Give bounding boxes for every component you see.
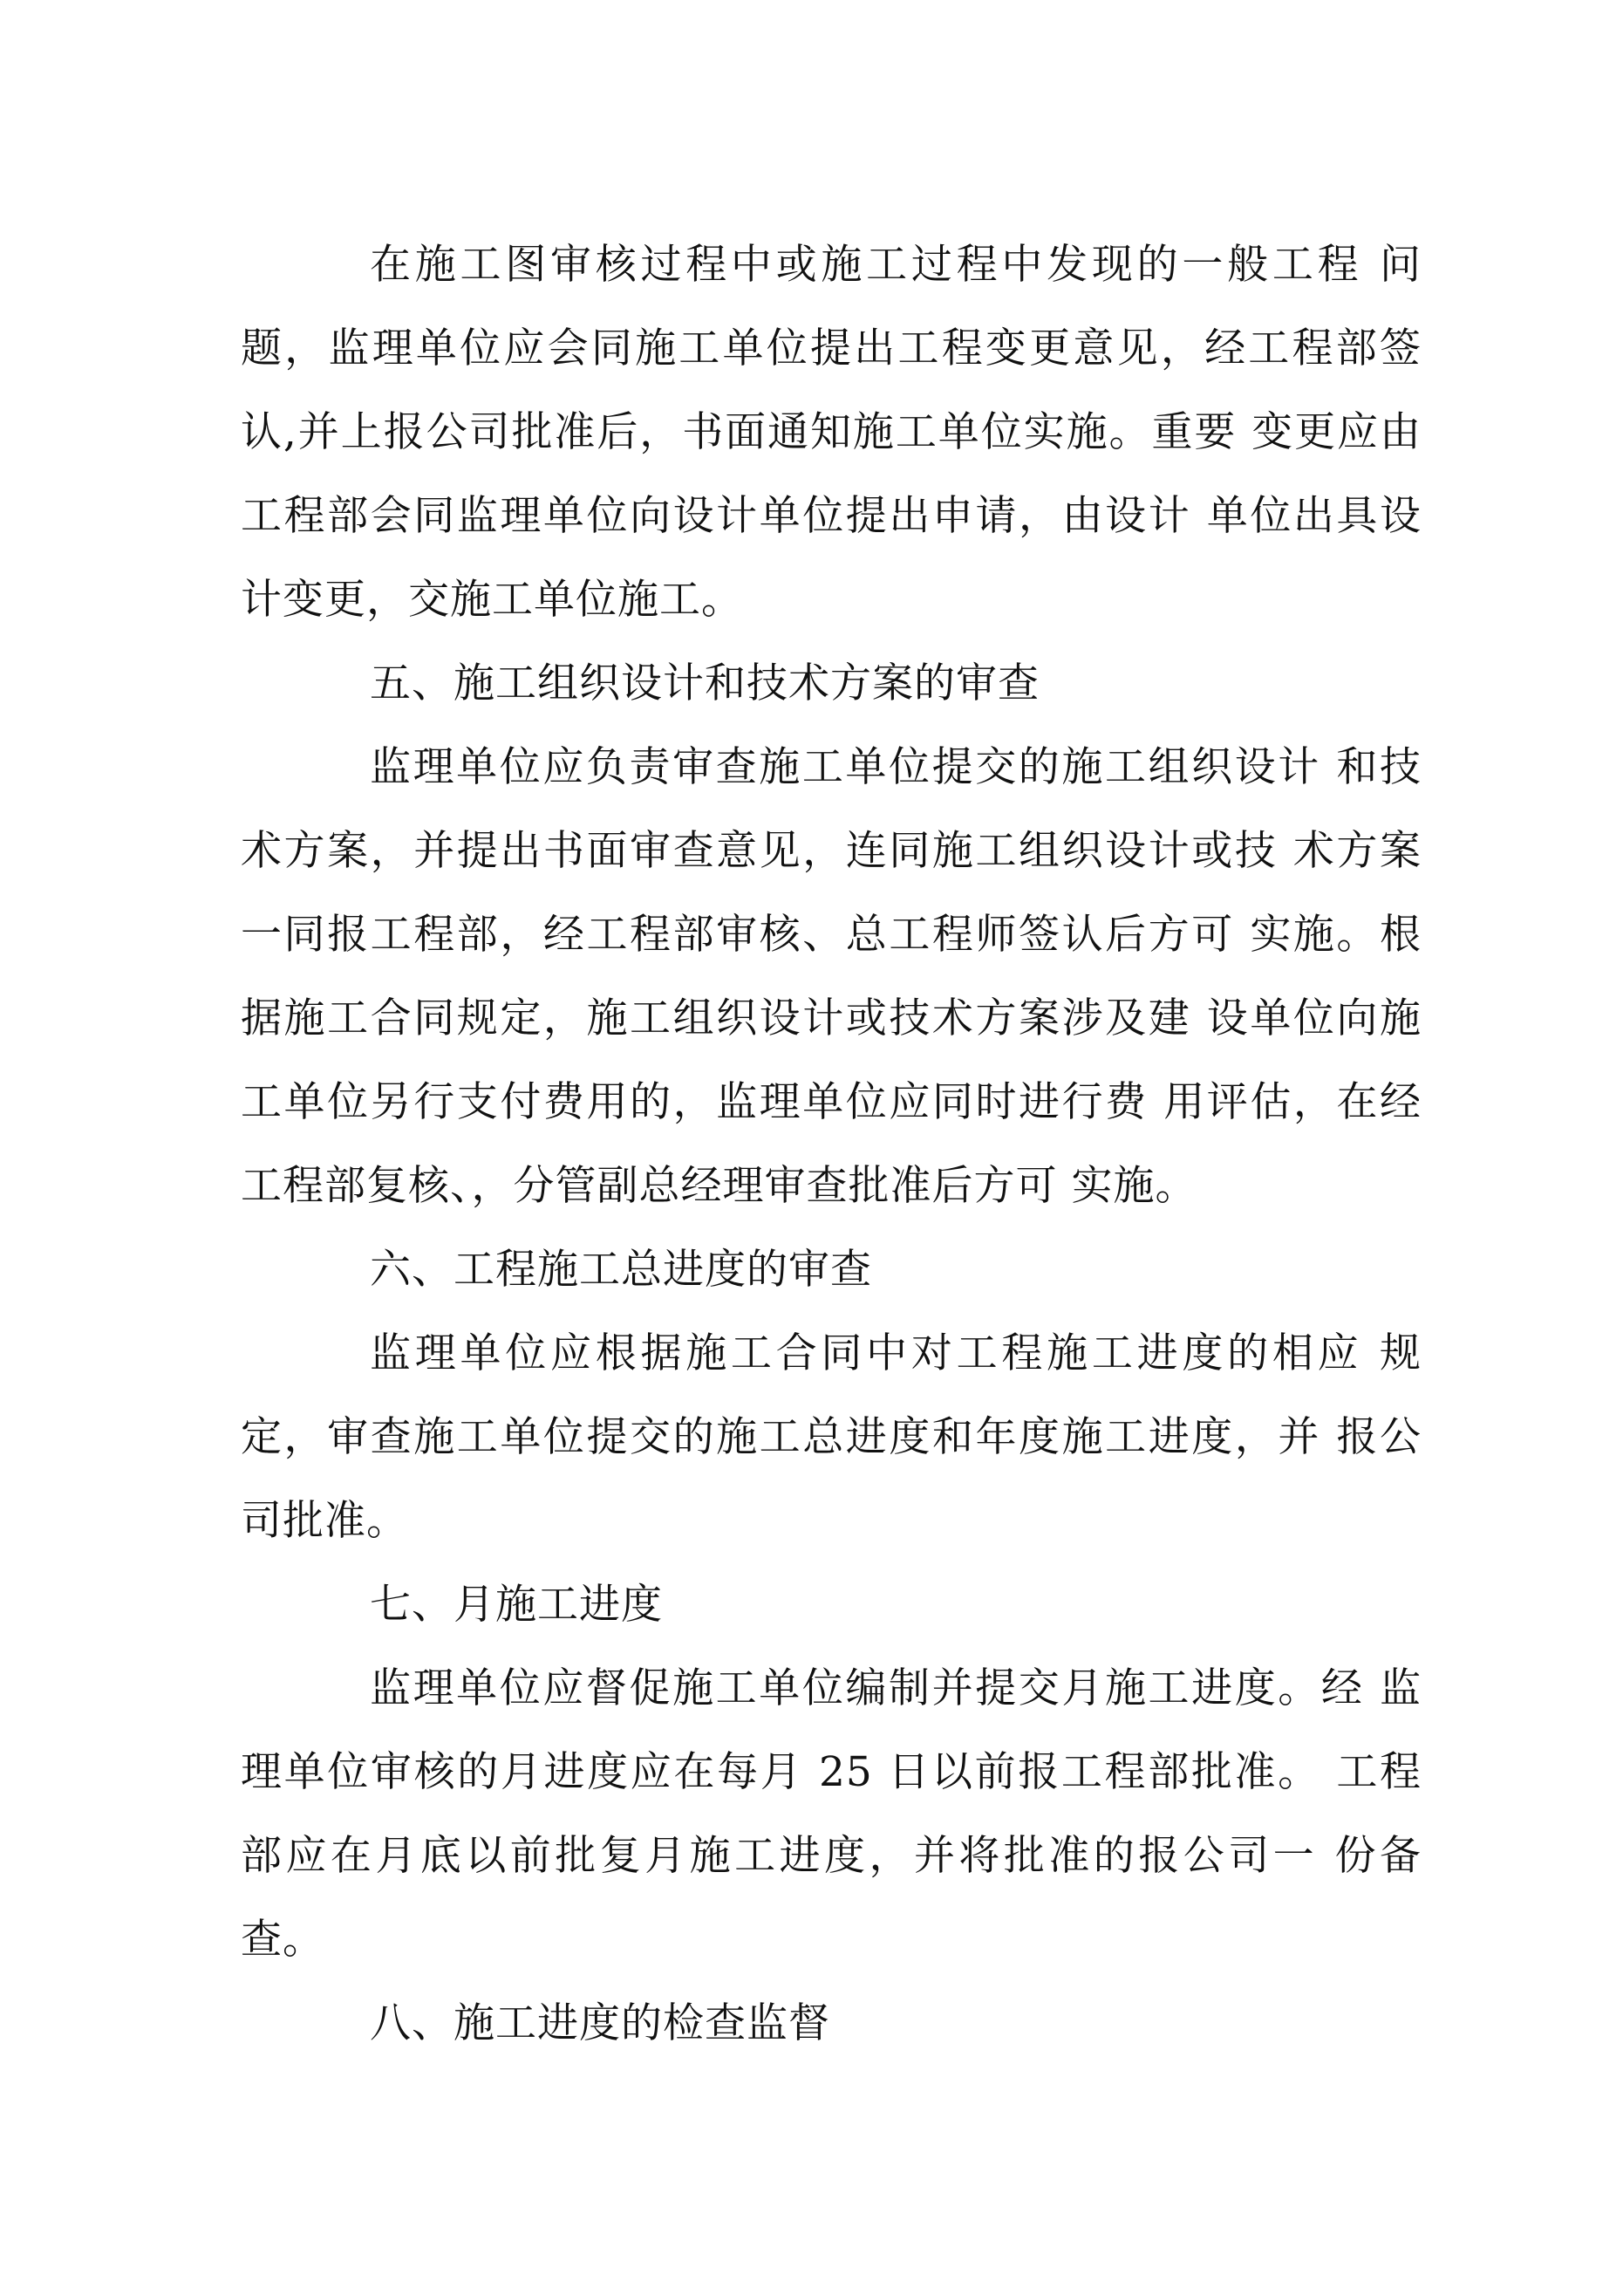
section-heading-6: 六、工程施工总进度的审查 — [370, 1246, 872, 1294]
paragraph-construction-plan-review: 监理单位应负责审查施工单位提交的施工组织设计 和技术方案，并提出书面审查意见，连同施工组织设计或技 术方案一同报工程部，经工程部审核、总工程师签认后方可 实施。根据施工合同规定，施工组织设计或技术方案涉及建 设单位向施工单位另行支付费用的，监理单位应同时进行费 用评估，在经工程部复核、，分管副总经理审查批准后方可 实施。 — [241, 743, 1422, 1210]
section-heading-7: 七、月施工进度 — [370, 1581, 663, 1629]
paragraph-monthly-schedule: 监理单位应督促施工单位编制并提交月施工进度。经 监理单位审核的月进度应在每月 25 日以前报工程部批准。 工程部应在月底以前批复月施工进度，并将批准的报公司一 份备查。 — [241, 1664, 1422, 1964]
paragraph-design-change: 在施工图审核过程中或施工过程中发现的一般工程 问题，监理单位应会同施工单位提出工程变更意见，经工程部签认,并上报公司批准后，书面通知施工单位实施。重要 变更应由工程部会同监理单位向设计单位提出申请，由设计 单位出具设计变更，交施工单位施工。 — [241, 241, 1422, 624]
paragraph-master-schedule-review: 监理单位应根据施工合同中对工程施工进度的相应 规定，审查施工单位提交的施工总进度和年度施工进度，并 报公司批准。 — [241, 1329, 1422, 1545]
section-heading-5: 五、施工组织设计和技术方案的审查 — [370, 659, 1040, 707]
section-heading-8: 八、施工进度的检查监督 — [370, 1999, 830, 2047]
document-body — [241, 223, 1422, 2066]
